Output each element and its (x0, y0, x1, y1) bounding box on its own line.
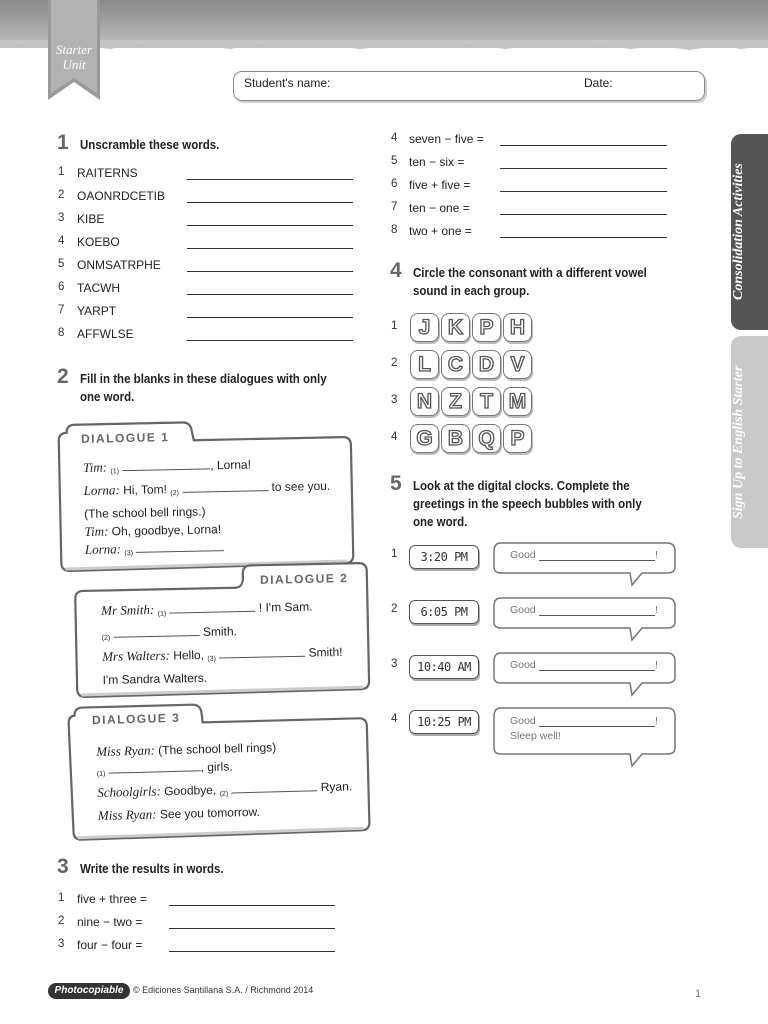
speaker-label: Tim: (83, 459, 108, 475)
list-item-number: 3 (391, 394, 398, 406)
speaker-label: Lorna: (83, 482, 120, 498)
section5-title-line2: greetings in the speech bubbles with only (413, 497, 642, 511)
speech-bubble (492, 541, 678, 587)
section2-title-line1: Fill in the blanks in these dialogues with only (80, 372, 327, 386)
list-item-number: 4 (391, 132, 398, 144)
line-text: See you tomorrow. (159, 804, 261, 822)
unit-label-line2: Unit (62, 57, 86, 72)
speaker-label: Miss Ryan: (96, 742, 156, 759)
blank-line[interactable] (136, 540, 224, 553)
dialogue1-line3: (The school bell rings.) (84, 504, 206, 521)
speaker-label: Lorna: (84, 541, 122, 557)
line-text: Goodbye, (164, 782, 217, 799)
list-item-number: 2 (58, 915, 65, 927)
scrambled-word: KOEBO (77, 235, 120, 249)
list-item-number: 4 (391, 431, 398, 443)
blank-line[interactable] (219, 646, 305, 659)
blank-line[interactable] (231, 780, 317, 793)
letter-group (410, 387, 534, 416)
digital-clock: 6:05 PM (409, 600, 479, 624)
unit-label-line1: Starter (55, 42, 93, 57)
answer-line[interactable] (169, 951, 335, 952)
greeting-text: Good (510, 659, 536, 671)
blank-line[interactable] (113, 625, 199, 638)
dialogue1-title: DIALOGUE 1 (80, 430, 170, 446)
side-tab-signup[interactable] (731, 336, 768, 548)
list-item-number: 2 (391, 603, 398, 615)
side-tab-consolidation[interactable] (731, 134, 768, 330)
blank-number: (2) (219, 790, 229, 798)
answer-line[interactable] (500, 191, 667, 192)
section4-title-line1: Circle the consonant with a different vowel (413, 266, 647, 280)
list-item-number: 1 (391, 548, 398, 560)
scrambled-word: AFFWLSE (77, 327, 134, 341)
list-item-number: 6 (391, 178, 398, 190)
speech-bubble (492, 651, 678, 697)
letter-tile[interactable]: L (410, 350, 439, 379)
blank-number: (1) (96, 770, 106, 778)
scrambled-word: OAONRDCETIB (77, 189, 166, 203)
letter-tile[interactable]: Z (441, 387, 470, 416)
list-item-number: 1 (58, 892, 65, 904)
answer-line[interactable] (187, 294, 353, 295)
answer-line[interactable] (187, 317, 353, 318)
blank-number: (2) (101, 634, 111, 642)
line-text: Oh, goodbye, Lorna! (111, 522, 222, 539)
greeting-extra: Sleep well! (510, 730, 561, 742)
line-text: Smith! (308, 644, 343, 660)
letter-tile[interactable]: M (503, 387, 532, 416)
scrambled-word: TACWH (77, 281, 121, 295)
letter-tile[interactable]: V (503, 350, 532, 379)
math-expression: ten − six = (409, 155, 465, 169)
answer-line[interactable] (187, 340, 353, 341)
answer-line[interactable] (539, 670, 655, 671)
blank-line[interactable] (169, 601, 255, 614)
section4-title-line2: sound in each group. (413, 284, 530, 298)
blank-number: (1) (110, 468, 120, 476)
list-item-number: 4 (58, 235, 65, 247)
list-item-number: 3 (58, 212, 65, 224)
letter-tile[interactable]: J (410, 313, 439, 342)
date-label: Date: (584, 76, 613, 90)
blank-line[interactable] (182, 480, 268, 493)
list-item-number: 8 (391, 224, 398, 236)
greeting-end: ! (655, 549, 658, 561)
letter-tile[interactable]: D (472, 350, 501, 379)
answer-line[interactable] (539, 560, 655, 561)
digital-clock: 10:25 PM (409, 710, 479, 734)
list-item-number: 3 (58, 938, 65, 950)
letter-tile[interactable]: Q (472, 424, 501, 453)
letter-tile[interactable]: P (503, 424, 532, 453)
letter-group (410, 424, 534, 453)
letter-tile[interactable]: T (472, 387, 501, 416)
answer-line[interactable] (169, 928, 335, 929)
side-tab-label: Consolidation Activities (731, 163, 746, 301)
answer-line[interactable] (539, 615, 655, 616)
digital-clock: 3:20 PM (409, 545, 479, 569)
letter-group (410, 350, 534, 379)
list-item-number: 4 (391, 713, 398, 725)
list-item-number: 3 (391, 658, 398, 670)
answer-line[interactable] (539, 726, 655, 727)
letter-tile[interactable]: N (410, 387, 439, 416)
list-item-number: 7 (391, 201, 398, 213)
answer-line[interactable] (187, 248, 353, 249)
list-item-number: 2 (391, 357, 398, 369)
speech-bubble (492, 596, 678, 642)
banner-torn-edge (0, 40, 768, 54)
math-expression: five + five = (409, 178, 471, 192)
blank-number: (2) (170, 489, 179, 498)
scrambled-word: YARPT (77, 304, 117, 318)
letter-group (410, 313, 534, 342)
line-text: to see you. (271, 478, 331, 495)
list-item-number: 2 (58, 189, 65, 201)
section1-number: 1 (57, 131, 69, 154)
letter-tile[interactable]: B (441, 424, 470, 453)
blank-line[interactable] (108, 760, 200, 773)
math-expression: seven − five = (409, 132, 484, 146)
speaker-label: Tim: (84, 523, 109, 539)
blank-number: (3) (124, 549, 134, 558)
answer-line[interactable] (187, 271, 353, 272)
answer-line[interactable] (187, 225, 353, 226)
greeting-end: ! (655, 715, 658, 727)
letter-tile[interactable]: P (472, 313, 501, 342)
greeting-text: Good (510, 549, 536, 561)
section5-title (413, 477, 642, 531)
section3-title: Write the results in words. (80, 862, 224, 876)
math-expression: two + one = (409, 224, 472, 238)
line-text: Smith. (202, 624, 238, 639)
math-expression: four − four = (77, 938, 143, 952)
answer-line[interactable] (500, 168, 667, 169)
line-text: , Lorna! (210, 457, 252, 473)
dialogue3-title: DIALOGUE 3 (91, 710, 181, 728)
dialogue3-text (96, 736, 368, 825)
speaker-label: Mr Smith: (101, 601, 155, 618)
list-item-number: 5 (58, 258, 65, 270)
greeting-end: ! (655, 659, 658, 671)
line-text: , girls. (200, 759, 233, 775)
digital-clock: 10:40 AM (409, 655, 479, 679)
letter-tile[interactable]: C (441, 350, 470, 379)
list-item-number: 6 (58, 281, 65, 293)
scrambled-word: RAITERNS (77, 166, 138, 180)
math-expression: five + three = (77, 892, 148, 906)
section5-title-line1: Look at the digital clocks. Complete the (413, 479, 630, 493)
dialogue2-line4: I'm Sandra Walters. (102, 670, 208, 687)
list-item-number: 8 (58, 327, 65, 339)
list-item-number: 1 (391, 320, 398, 332)
dialogue2-title: DIALOGUE 2 (259, 571, 349, 587)
section3-number: 3 (57, 855, 69, 878)
blank-line[interactable] (122, 458, 210, 471)
side-tab-label: Sign Up to English Starter (731, 365, 746, 519)
section4-title (413, 264, 647, 300)
greeting-end: ! (655, 604, 658, 616)
section5-title-line3: one word. (413, 515, 468, 529)
answer-line[interactable] (169, 905, 335, 906)
greeting-text: Good (510, 715, 536, 727)
blank-number: (1) (157, 610, 167, 618)
blank-number: (3) (207, 655, 217, 663)
student-name-label: Student's name: (244, 76, 331, 90)
answer-line[interactable] (187, 179, 353, 180)
answer-line[interactable] (500, 214, 667, 215)
dialogue2-text (101, 596, 368, 689)
scrambled-word: KIBE (77, 212, 105, 226)
math-expression: nine − two = (77, 915, 143, 929)
photocopiable-badge: Photocopiable (48, 983, 130, 999)
line-text: Ryan. (320, 779, 353, 795)
section5-number: 5 (390, 472, 402, 495)
unit-label (48, 42, 100, 72)
line-text: Hi, Tom! (122, 482, 168, 498)
greeting-text: Good (510, 604, 536, 616)
line-text: ! I'm Sam. (258, 599, 313, 615)
section2-number: 2 (57, 365, 69, 388)
speaker-label: Mrs Walters: (101, 647, 171, 664)
speaker-label: Schoolgirls: (97, 783, 162, 800)
section4-number: 4 (390, 259, 402, 282)
page-number: 1 (695, 988, 702, 1000)
scrambled-word: ONMSATRPHE (77, 258, 161, 272)
line-text: Hello, (173, 647, 205, 663)
list-item-number: 5 (391, 155, 398, 167)
speaker-label: Miss Ryan: (97, 806, 157, 823)
copyright-text: © Ediciones Santillana S.A. / Richmond 2014 (133, 985, 314, 995)
math-expression: ten − one = (409, 201, 470, 215)
section1-title: Unscramble these words. (80, 138, 220, 152)
answer-line[interactable] (187, 202, 353, 203)
answer-line[interactable] (500, 237, 667, 238)
section2-title-line2: one word. (80, 390, 135, 404)
list-item-number: 7 (58, 304, 65, 316)
section2-title (80, 370, 327, 406)
dialogue1-text (83, 453, 350, 564)
line-text: (The school bell rings) (157, 740, 277, 758)
letter-tile[interactable]: H (503, 313, 532, 342)
answer-line[interactable] (500, 145, 667, 146)
list-item-number: 1 (58, 166, 65, 178)
letter-tile[interactable]: K (441, 313, 470, 342)
letter-tile[interactable]: G (410, 424, 439, 453)
